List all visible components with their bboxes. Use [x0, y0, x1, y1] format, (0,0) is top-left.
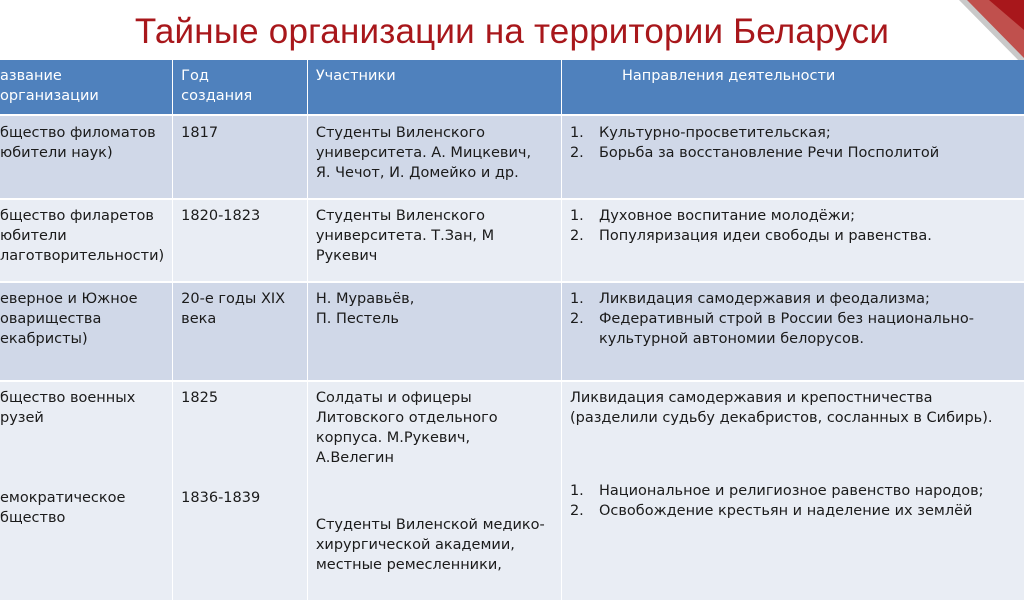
cell-year: 20-е годы XIX века	[173, 282, 308, 381]
table-header-row	[0, 60, 1024, 115]
cell-name: бщество филоматов юбители наук)	[0, 115, 173, 199]
org-name: емократическое бщество	[0, 490, 126, 526]
cell-year	[173, 381, 308, 600]
corner-decoration	[959, 0, 1024, 66]
cell-directions	[561, 282, 1024, 381]
org-year: 1836-1839	[181, 490, 261, 506]
org-name: бщество военных рузей	[0, 390, 136, 426]
list-item: 2. Федеративный строй в России без национально-культурной автономии белорусов.	[569, 311, 974, 347]
cell-members: Студенты Виленского университета. А. Мицкевич, Я. Чечот, И. Домейко и др.	[307, 115, 561, 199]
cell-name: еверное и Южное оварищества екабристы)	[0, 282, 173, 381]
header-members: Участники	[307, 60, 561, 115]
table-row	[0, 199, 1024, 282]
cell-name	[0, 381, 173, 600]
cell-year: 1820-1823	[173, 199, 308, 282]
org-members: Солдаты и офицеры Литовского отдельного корпуса. М.Рукевич, А.Велегин	[315, 390, 498, 466]
org-members: Студенты Виленской медико- хирургической академии, местные ремесленники,	[315, 517, 545, 573]
header-directions: Направления деятельности	[561, 60, 1024, 115]
cell-name: бщество филаретов юбители лаготворительности)	[0, 199, 173, 282]
directions-list	[570, 123, 1023, 163]
table-row	[0, 115, 1024, 199]
cell-members: Студенты Виленского университета. Т.Зан, М Рукевич	[307, 199, 561, 282]
header-name: азвание организации	[0, 60, 173, 115]
table-row	[0, 282, 1024, 381]
organizations-table	[0, 60, 1024, 600]
list-item: 1. Культурно-просветительская;	[569, 125, 831, 141]
slide-title: Тайные организации на территории Беларуси	[134, 12, 890, 51]
cell-directions	[561, 381, 1024, 600]
cell-year: 1817	[173, 115, 308, 199]
header-year: Год создания	[173, 60, 308, 115]
list-item: 1. Ликвидация самодержавия и феодализма;	[569, 291, 930, 307]
list-item: 2. Освобождение крестьян и наделение их землёй	[569, 503, 973, 519]
directions-list	[570, 289, 1023, 349]
cell-members	[307, 381, 561, 600]
org-year: 1825	[181, 390, 219, 406]
table-row	[0, 381, 1024, 600]
cell-members: Н. Муравьёв, П. Пестель	[307, 282, 561, 381]
cell-directions	[561, 115, 1024, 199]
list-item: 2. Популяризация идеи свободы и равенства.	[569, 228, 932, 244]
organizations-table-wrapper	[0, 60, 1024, 600]
directions-list	[570, 206, 1023, 246]
cell-directions	[561, 199, 1024, 282]
list-item: 2. Борьба за восстановление Речи Посполитой	[569, 145, 940, 161]
org-directions: Ликвидация самодержавия и крепостничества (разделили судьбу декабристов, сосланных в Сибирь).	[569, 390, 993, 426]
list-item: 1. Национальное и религиозное равенство народов;	[569, 483, 984, 499]
directions-list	[570, 481, 1023, 521]
list-item: 1. Духовное воспитание молодёжи;	[569, 208, 856, 224]
